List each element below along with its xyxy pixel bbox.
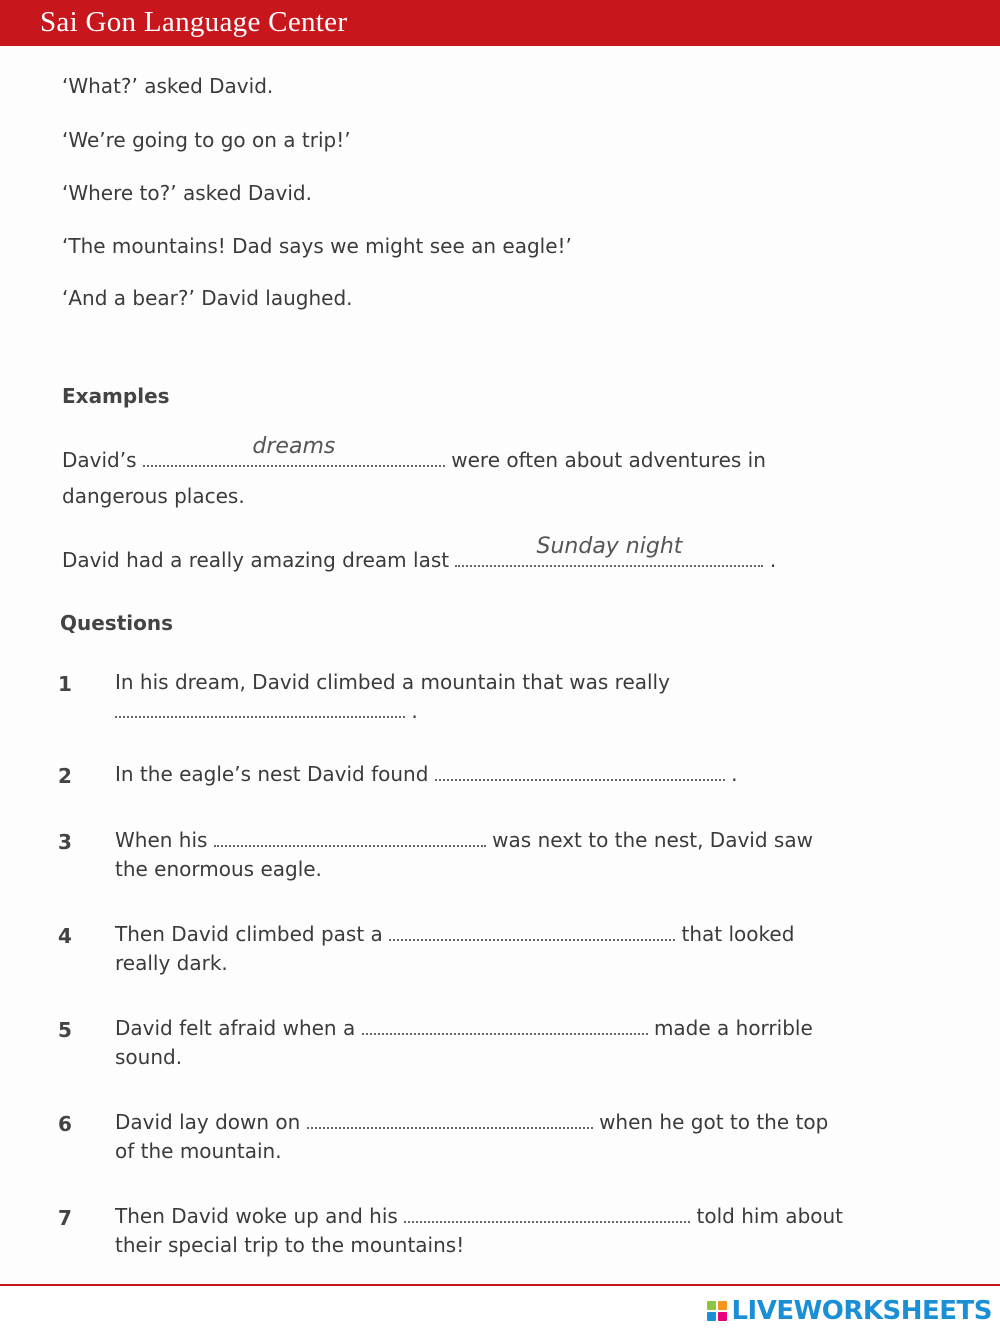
- question-6-text: David lay down on when he got to the top of the mountain.: [115, 1110, 829, 1163]
- example-1: [62, 434, 766, 472]
- header-title: Sai Gon Language Center: [40, 6, 348, 38]
- example-1-answer: dreams: [252, 434, 336, 459]
- example-2-blank: [455, 534, 763, 572]
- question-1-line2: .: [115, 697, 670, 726]
- story-line-3: ‘Where to?’ asked David.: [62, 181, 312, 205]
- example-2-before: David had a really amazing dream last: [62, 548, 450, 572]
- examples-heading: Examples: [62, 384, 170, 408]
- worksheet-page: [0, 46, 1000, 1286]
- liveworksheets-brand[interactable]: [707, 1296, 992, 1326]
- question-2-blank[interactable]: [435, 779, 725, 781]
- question-5-text: David felt afraid when a made a horrible sound.: [115, 1016, 813, 1069]
- question-4-number: 4: [58, 924, 72, 948]
- question-1-text: [115, 668, 670, 726]
- question-7-blank[interactable]: [404, 1221, 690, 1223]
- question-6-blank[interactable]: [307, 1127, 593, 1129]
- question-6-number: 6: [58, 1112, 72, 1136]
- header-bar: [0, 0, 1000, 46]
- liveworksheets-logo-icon: [707, 1301, 727, 1321]
- story-line-1: ‘What?’ asked David.: [62, 74, 274, 98]
- question-2-number: 2: [58, 764, 72, 788]
- question-5-blank[interactable]: [362, 1033, 648, 1035]
- question-5-number: 5: [58, 1018, 72, 1042]
- question-4-blank[interactable]: [389, 939, 675, 941]
- question-4-text: Then David climbed past a that looked really dark.: [115, 922, 795, 975]
- example-2-after: .: [769, 548, 777, 572]
- question-3-blank[interactable]: [214, 845, 486, 847]
- question-7-number: 7: [58, 1206, 72, 1230]
- brand-text: LIVEWORKSHEETS: [731, 1296, 992, 1326]
- story-line-4: ‘The mountains! Dad says we might see an eagle!’: [62, 234, 572, 258]
- question-3-number: 3: [58, 830, 72, 854]
- example-2: [62, 534, 777, 572]
- example-1-after: were often about adventures in: [451, 448, 766, 472]
- question-3-text: When his was next to the nest, David saw the enormous eagle.: [115, 828, 813, 881]
- question-1-number: 1: [58, 672, 72, 696]
- question-7-text: Then David woke up and his told him about their special trip to the mountains!: [115, 1204, 844, 1257]
- question-2-text: In the eagle’s nest David found .: [115, 762, 738, 786]
- story-line-5: ‘And a bear?’ David laughed.: [62, 286, 353, 310]
- story-line-2: ‘We’re going to go on a trip!’: [62, 128, 351, 152]
- example-2-answer: Sunday night: [536, 534, 683, 559]
- footer-divider: [0, 1284, 1000, 1286]
- question-1-blank[interactable]: [115, 716, 405, 718]
- questions-heading: Questions: [60, 611, 174, 635]
- example-1-line2: dangerous places.: [62, 484, 245, 508]
- example-1-blank: [143, 434, 445, 472]
- question-1-line1: In his dream, David climbed a mountain that was really: [115, 670, 670, 694]
- example-1-before: David’s: [62, 448, 137, 472]
